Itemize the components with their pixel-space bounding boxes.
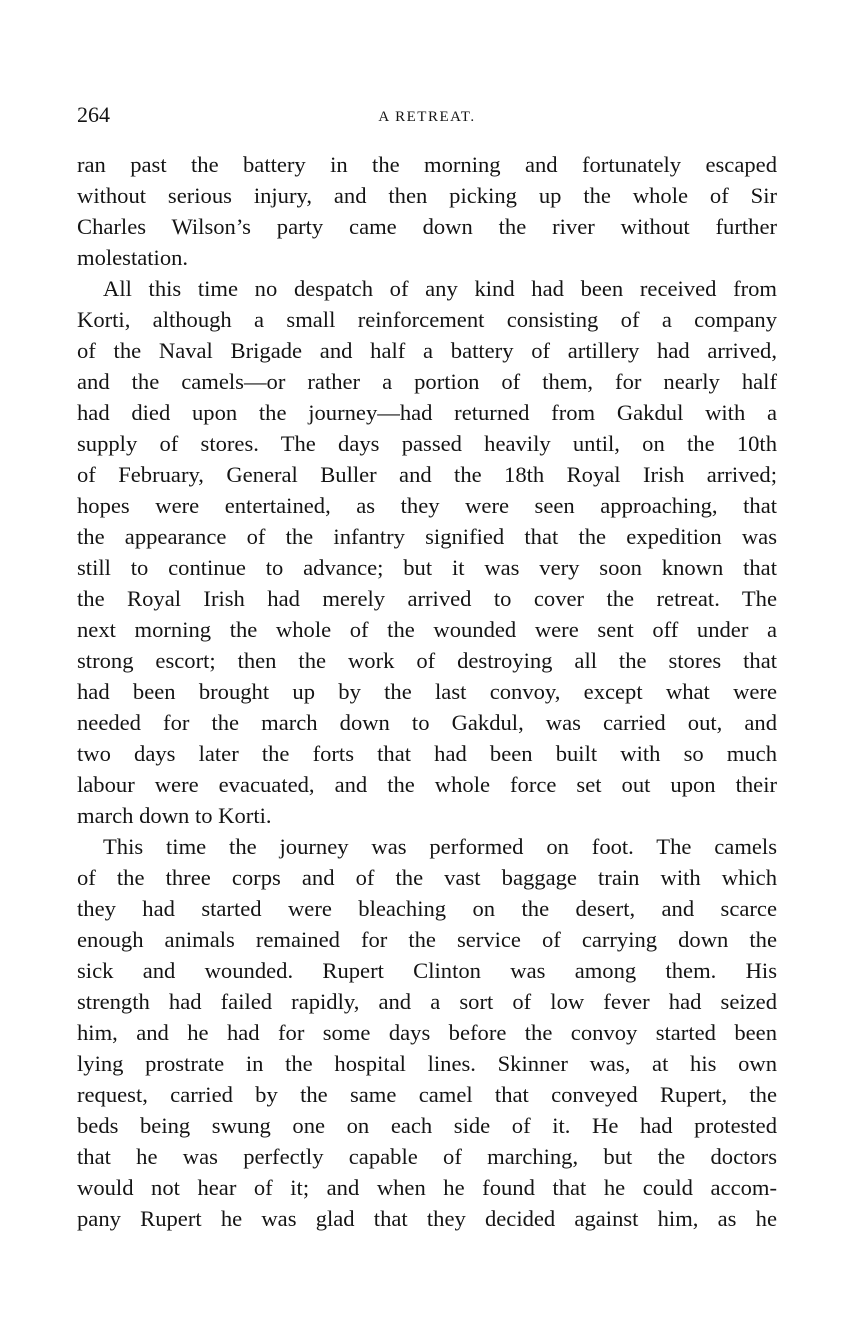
text-line: ran past the battery in the morning and fortunately escaped bbox=[77, 152, 777, 177]
text-line: next morning the whole of the wounded were sent off under a bbox=[77, 617, 777, 642]
text-line: two days later the forts that had been built with so much bbox=[77, 741, 777, 766]
text-line: molestation. bbox=[77, 245, 189, 270]
running-head bbox=[77, 100, 777, 130]
body-text bbox=[77, 149, 777, 1234]
text-line: request, carried by the same camel that conveyed Rupert, the bbox=[77, 1082, 777, 1107]
text-line: still to continue to advance; but it was very soon known that bbox=[77, 555, 777, 580]
text-line: him, and he had for some days before the convoy started been bbox=[77, 1020, 777, 1045]
text-line: had died upon the journey—had returned from Gakdul with a bbox=[77, 400, 777, 425]
text-line: This time the journey was performed on foot. The camels bbox=[103, 834, 777, 859]
running-title: A RETREAT. bbox=[378, 109, 476, 125]
text-line: strength had failed rapidly, and a sort of low fever had seized bbox=[77, 989, 777, 1014]
text-line: without serious injury, and then picking up the whole of Sir bbox=[77, 183, 777, 208]
text-line: strong escort; then the work of destroying all the stores that bbox=[77, 648, 777, 673]
text-line: march down to Korti. bbox=[77, 803, 272, 828]
text-line: sick and wounded. Rupert Clinton was among them. His bbox=[77, 958, 777, 983]
text-line: Charles Wilson’s party came down the river without further bbox=[77, 214, 777, 239]
text-line: that he was perfectly capable of marching, but the doctors bbox=[77, 1144, 777, 1169]
text-line: labour were evacuated, and the whole force set out upon their bbox=[77, 772, 777, 797]
text-line: supply of stores. The days passed heavily until, on the 10th bbox=[77, 431, 777, 456]
text-line: needed for the march down to Gakdul, was carried out, and bbox=[77, 710, 777, 735]
text-line: All this time no despatch of any kind had been received from bbox=[103, 276, 777, 301]
text-line: beds being swung one on each side of it. He had protested bbox=[77, 1113, 777, 1138]
text-line: the appearance of the infantry signified that the expedition was bbox=[77, 524, 777, 549]
page-number: 264 bbox=[77, 102, 110, 127]
text-line: Korti, although a small reinforcement consisting of a company bbox=[77, 307, 777, 332]
text-line: of February, General Buller and the 18th Royal Irish arrived; bbox=[77, 462, 777, 487]
text-line: of the Naval Brigade and half a battery of artillery had arrived, bbox=[77, 338, 777, 363]
text-line: pany Rupert he was glad that they decided against him, as he bbox=[77, 1206, 777, 1231]
text-line: enough animals remained for the service of carrying down the bbox=[77, 927, 777, 952]
text-line: lying prostrate in the hospital lines. Skinner was, at his own bbox=[77, 1051, 777, 1076]
text-line: hopes were entertained, as they were seen approaching, that bbox=[77, 493, 777, 518]
text-line: of the three corps and of the vast baggage train with which bbox=[77, 865, 777, 890]
text-line: and the camels—or rather a portion of them, for nearly half bbox=[77, 369, 777, 394]
text-line: would not hear of it; and when he found that he could accom- bbox=[77, 1175, 777, 1200]
text-line: had been brought up by the last convoy, except what were bbox=[77, 679, 777, 704]
text-line: they had started were bleaching on the desert, and scarce bbox=[77, 896, 777, 921]
text-line: the Royal Irish had merely arrived to cover the retreat. The bbox=[77, 586, 777, 611]
